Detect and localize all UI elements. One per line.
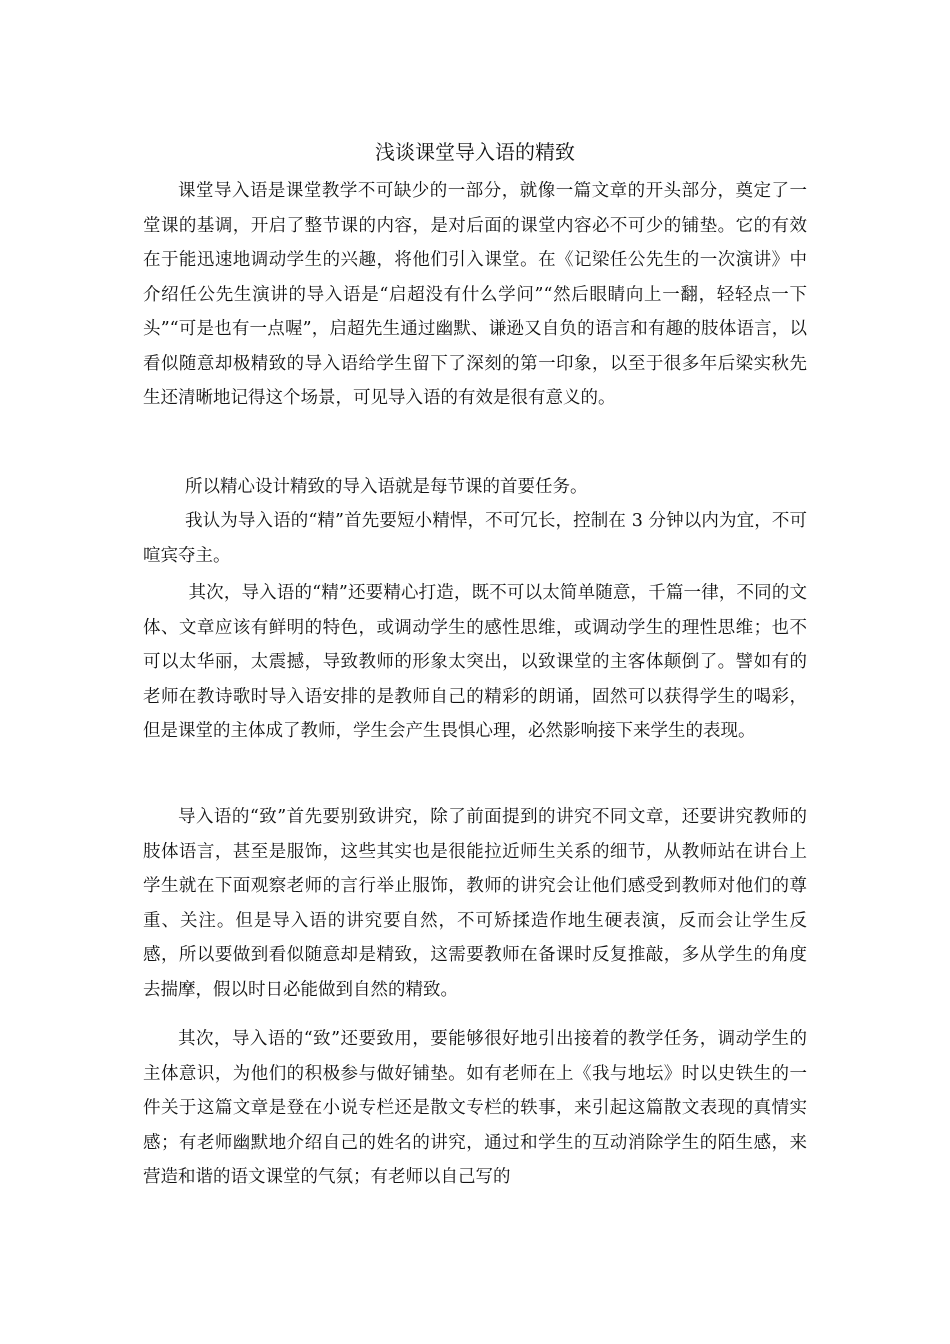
- paragraph-1: 课堂导入语是课堂教学不可缺少的一部分，就像一篇文章的开头部分，奠定了一堂课的基调，开启了整节课的内容，是对后面的课堂内容必不可少的铺垫。它的有效在于能迅速地调动学生的兴趣，将他们引入课堂。在《记梁任公先生的一次演讲》中介绍任公先生演讲的导入语是“启超没有什么学问”“然后眼睛向上一翻，轻轻点一下头”“可是也有一点喔”，启超先生通过幽默、谦逊又自负的语言和有趣的肢体语言，以看似随意却极精致的导入语给学生留下了深刻的第一印象，以至于很多年后梁实秋先生还清晰地记得这个场景，可见导入语的有效是很有意义的。: [143, 181, 807, 408]
- paragraph-4: 其次，导入语的“精”还要精心打造，既不可以太简单随意，千篇一律，不同的文体、文章应该有鲜明的特色，或调动学生的感性思维，或调动学生的理性思维；也不可以太华丽，太震撼，导致教师的形象太突出，以致课堂的主客体颠倒了。譬如有的老师在教诗歌时导入语安排的是教师自己的精彩的朗诵，固然可以获得学生的喝彩，但是课堂的主体成了教师，学生会产生畏惧心理，必然影响接下来学生的表现。: [143, 583, 807, 741]
- document-title: 浅谈课堂导入语的精致: [375, 140, 575, 164]
- paragraph-5: 导入语的“致”首先要别致讲究，除了前面提到的讲究不同文章，还要讲究教师的肢体语言，甚至是服饰，这些其实也是很能拉近师生关系的细节，从教师站在讲台上学生就在下面观察老师的言行举止服饰，教师的讲究会让他们感受到教师对他们的尊重、关注。但是导入语的讲究要自然，不可矫揉造作地生硬表演，反而会让学生反感，所以要做到看似随意却是精致，这需要教师在备课时反复推敲，多从学生的角度去揣摩，假以时日必能做到自然的精致。: [143, 807, 807, 1000]
- paragraph-2: 所以精心设计精致的导入语就是每节课的首要任务。: [185, 477, 588, 497]
- paragraph-6: 其次，导入语的“致”还要致用，要能够很好地引出接着的教学任务，调动学生的主体意识，为他们的积极参与做好铺垫。如有老师在上《我与地坛》时以史铁生的一件关于这篇文章是登在小说专栏还是散文专栏的轶事，来引起这篇散文表现的真情实感；有老师幽默地介绍自己的姓名的讲究，通过和学生的互动消除学生的陌生感，来营造和谐的语文课堂的气氛；有老师以自己写的: [143, 1029, 807, 1187]
- paragraph-3: 我认为导入语的“精”首先要短小精悍，不可冗长，控制在 3 分钟以内为宜，不可喧宾夺主。: [143, 511, 807, 566]
